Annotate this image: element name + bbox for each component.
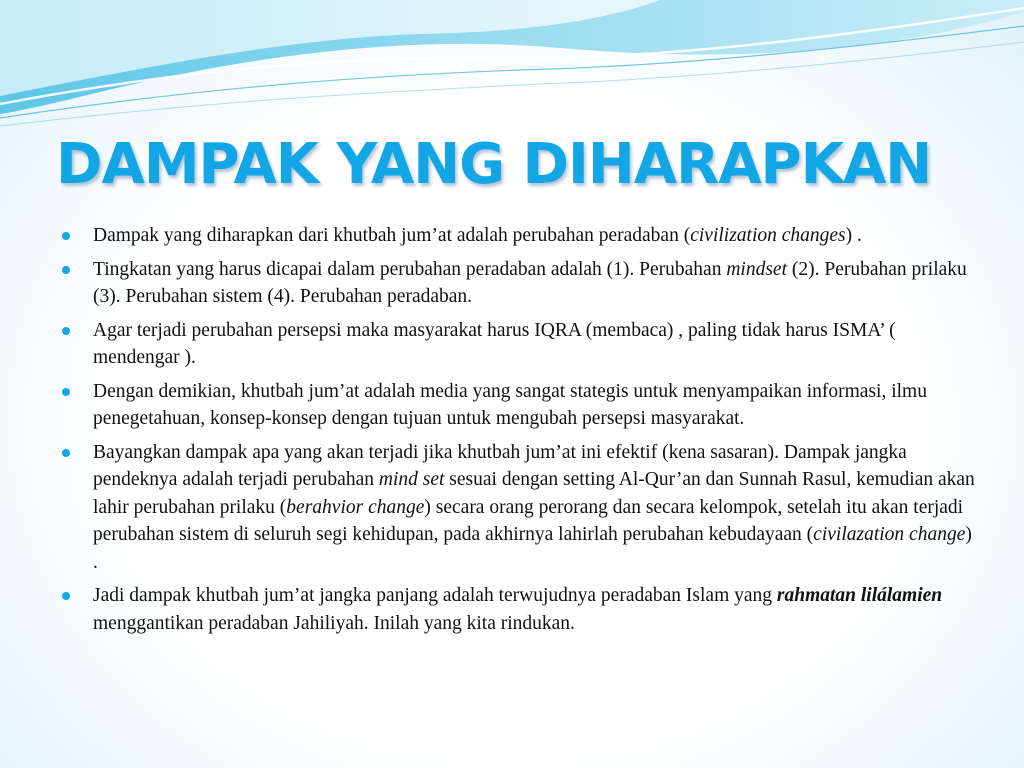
bullet-italic-text: berahvior change xyxy=(286,496,425,518)
bullet-dot-icon xyxy=(62,388,70,396)
bullet-item xyxy=(60,439,975,577)
bullet-list xyxy=(60,222,975,643)
bullet-italic-text: mind set xyxy=(378,469,445,490)
bullet-dot-icon xyxy=(62,592,70,600)
bullet-dot-icon xyxy=(62,266,70,274)
bullet-text: sesuai dengan setting Al-Qur’an dan Sunnah Rasul, kemudian akan lahir perubahan prilaku ( xyxy=(93,469,975,518)
bullet-italic-text: mindset xyxy=(726,258,788,280)
bullet-dot-icon xyxy=(62,232,70,240)
header-wave-decoration xyxy=(0,0,1024,140)
bullet-text: Jadi dampak khutbah jum’at jangka panjang adalah terwujudnya peradaban Islam yang xyxy=(93,585,777,606)
bullet-text: Agar terjadi perubahan persepsi maka masyarakat harus IQRA (membaca) , paling tidak harus ISMA’ ( mendengar ). xyxy=(93,319,896,368)
bullet-bold-italic-text: rahmatan lilálamien xyxy=(776,585,943,606)
bullet-text: Bayangkan dampak apa yang akan terjadi jika khutbah jum’at ini efektif (kena sasaran). Dampak jangka pendeknya adalah terjadi perubahan xyxy=(93,441,907,490)
bullet-item xyxy=(60,317,975,372)
bullet-italic-text: civilization changes xyxy=(690,225,846,246)
bullet-text: Dampak yang diharapkan dari khutbah jum’at adalah perubahan peradaban ( xyxy=(93,225,691,246)
bullet-item xyxy=(60,378,975,433)
bullet-text: ) . xyxy=(845,225,862,246)
bullet-dot-icon xyxy=(62,449,70,457)
bullet-text: (2). Perubahan prilaku (3). Perubahan sistem (4). Perubahan peradaban. xyxy=(93,258,967,307)
bullet-text: Tingkatan yang harus dicapai dalam perubahan peradaban adalah (1). Perubahan xyxy=(93,258,727,280)
bullet-item xyxy=(60,256,975,311)
slide-title: DAMPAK YANG DIHARAPKAN xyxy=(56,132,932,197)
bullet-text: Dengan demikian, khutbah jum’at adalah media yang sangat stategis untuk menyampaikan informasi, ilmu penegetahuan, konsep-konsep dengan tujuan untuk mengubah persepsi masyarakat. xyxy=(93,380,927,429)
bullet-item xyxy=(60,222,975,250)
bullet-text: ) . xyxy=(93,524,972,573)
bullet-text: ) secara orang perorang dan secara kelompok, setelah itu akan terjadi perubahan sistem di seluruh segi kehidupan, pada akhirnya lahirlah perubahan kebudayaan ( xyxy=(93,496,964,545)
bullet-text: menggantikan peradaban Jahiliyah. Inilah yang kita rindukan. xyxy=(93,612,575,634)
bullet-dot-icon xyxy=(62,327,70,335)
bullet-item xyxy=(60,582,975,637)
bullet-italic-text: civilazation change xyxy=(813,524,966,545)
